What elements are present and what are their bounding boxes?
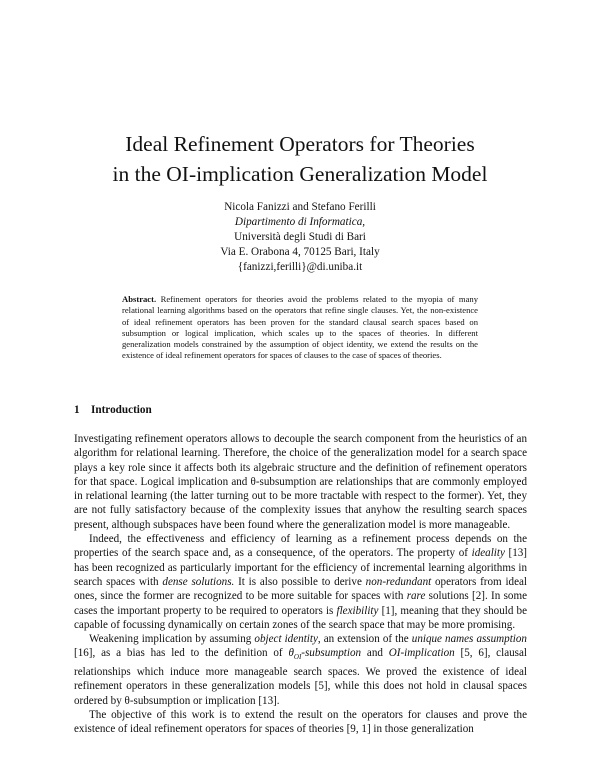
section-heading <box>74 404 152 416</box>
oi-subscript: OI <box>293 653 302 662</box>
theta-subsumption-suffix: -subsumption <box>301 647 362 660</box>
p2-text-c: It is also possible to derive <box>234 575 366 588</box>
author-university: Università degli Studi di Bari <box>234 231 366 243</box>
paragraph-3 <box>74 632 527 708</box>
paragraph-4: The objective of this work is to extend the result on the operators for clauses and prove the existence of ideal refinement operators for spaces of theories [9, 1] in those generalization <box>74 708 527 736</box>
author-names: Nicola Fanizzi and Stefano Ferilli <box>224 201 376 213</box>
paragraph-2 <box>74 532 527 632</box>
paper-title-line-1: Ideal Refinement Operators for Theories <box>125 132 475 156</box>
paper-title-line-2: in the OI-implication Generalization Model <box>112 162 488 186</box>
p3-text-a: Weakening implication by assuming <box>89 633 255 646</box>
term-unique-names: unique names assumption <box>411 633 527 646</box>
p2-text-f: [1], meaning that they should be capable of focussing dynamically on certain zones of the search space that may be more promising. <box>74 604 528 631</box>
author-email: {fanizzi,ferilli}@di.uniba.it <box>237 261 363 273</box>
p2-text-d: operators from ideal ones, since the former are recognized to be more suitable for spaces with <box>74 575 528 603</box>
p3-text-d: and <box>361 647 389 660</box>
term-non-redundant: non-redundant <box>365 575 432 588</box>
abstract-label: Abstract. <box>122 294 157 304</box>
p3-text-e: [5, 6], clausal relationships which induce more manageable search spaces. We proved the existence of ideal refinement operators in these generalization models [5], while this does not hold in clausal spaces ordered by θ-subsumption or implication [13]. <box>74 647 527 707</box>
p2-text-a: Indeed, the effectiveness and efficiency of learning as a refinement process depends on the properties of the search space and, as a consequence, of the operators. The property of <box>74 533 527 560</box>
section-title: Introduction <box>91 404 152 416</box>
abstract-text: Refinement operators for theories avoid the problems related to the myopia of many relational learning algorithms based on the operators that refine single clauses. Yet, the non-existence of ideal refinement operators has been proven for the standard clausal search spaces based on subsumption or logical implication, which scales up to the spaces of theories. In different generalization models constrained by the assumption of object identity, we extend the results on the existence of ideal refinement operators for spaces of clauses to the case of spaces of theories. <box>122 294 478 361</box>
term-theta-oi <box>288 647 362 662</box>
abstract <box>122 294 478 362</box>
p3-text-c: [16], as a bias has led to the definition of <box>74 647 289 660</box>
p2-text-b: [13] has been recognized as particularly important for the efficiency of incremental learning algorithms in search spaces with <box>74 547 527 588</box>
section-number: 1 <box>74 404 80 416</box>
term-object-identity: object identity <box>254 633 318 646</box>
author-address: Via E. Orabona 4, 70125 Bari, Italy <box>220 246 380 258</box>
term-ideality: ideality <box>471 547 505 560</box>
theta-symbol: θ <box>288 647 294 660</box>
body-text <box>74 432 527 736</box>
author-department: Dipartimento di Informatica, <box>234 216 366 228</box>
paragraph-1: Investigating refinement operators allows to decouple the search component from the heuristics of an algorithm for relational learning. Therefore, the choice of the generalization model for a search space plays a key role since it affects both its algebraic structure and the definition of refinement operators for that space. Logical implication and θ-subsumption are relationships that are commonly employed in relational learning (the latter turning out to be more tractable with respect to the former). Yet, they are not fully satisfactory because of the complexity issues that anyhow the resulting search spaces present, although subspaces have been found where the generalization model is more manageable. <box>74 433 527 531</box>
term-flexibility: flexibility <box>336 604 379 617</box>
p3-text-b: , an extension of the <box>317 633 412 646</box>
p2-text-e: solutions [2]. In some cases the important property to be required to operators is <box>74 590 528 617</box>
term-oi-implication: OI-implication <box>388 647 455 660</box>
term-dense-solutions: dense solutions. <box>162 575 235 588</box>
term-rare: rare <box>406 590 426 603</box>
